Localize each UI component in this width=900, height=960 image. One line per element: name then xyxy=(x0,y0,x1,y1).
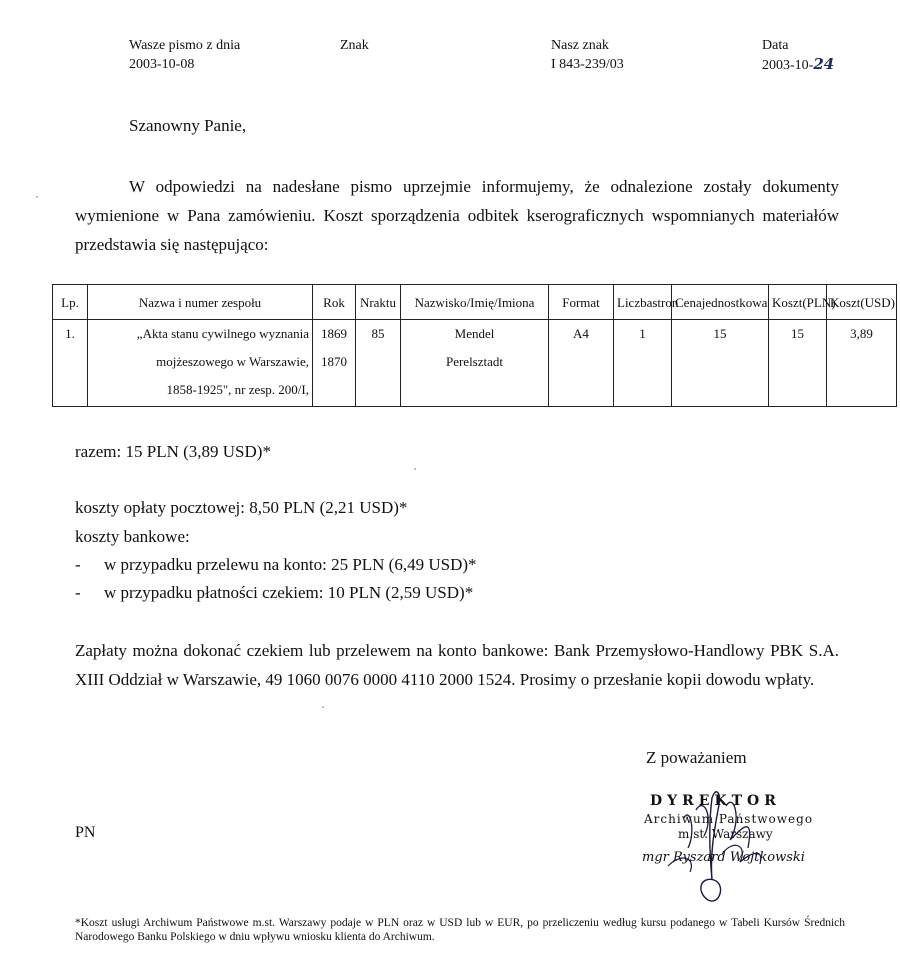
cell-name-line1: „Akta stanu cywilnego wyznania xyxy=(136,326,309,341)
col-surname-header xyxy=(401,285,549,320)
col-pages-header-line2: stron xyxy=(652,294,679,310)
scan-speck xyxy=(36,196,38,198)
payment-paragraph: Zapłaty można dokonać czekiem lub przelewem na konto bankowe: Bank Przemysłowo-Handlowy PBK S.A. XIII Oddział w Warszawie, 49 1060 0076 0000 4110 2000 1524. Prosimy o przesłanie kopii dowodu wpłaty. xyxy=(75,641,839,689)
bank-costs-label: koszty bankowe: xyxy=(75,527,190,546)
scan-speck xyxy=(322,706,324,708)
bank-cost-cheque: w przypadku płatności czekiem: 10 PLN (2,59 USD)* xyxy=(104,583,474,602)
col-cost-usd-header-line1: Koszt xyxy=(830,294,861,310)
col-act-header-line2: aktu xyxy=(373,294,397,310)
cell-cost-pln: 15 xyxy=(769,320,827,407)
bullet-dash: - xyxy=(75,583,81,602)
col-unit-price-header-line1: Cena xyxy=(675,294,702,310)
col-cost-pln-header-line2: (PLN) xyxy=(802,294,836,310)
intro-paragraph: W odpowiedzi na nadesłane pismo uprzejmie informujemy, że odnalezione zostały dokumenty wymienione w Pana zamówieniu. Koszt sporządzenia odbitek kserograficznych wspomnianych materiałów przedstawia się następująco: xyxy=(75,177,839,254)
handwritten-signature xyxy=(630,788,840,918)
date-value: 2003-10- xyxy=(762,58,814,73)
footnote: *Koszt usługi Archiwum Państwowe m.st. Warszawy podaje w PLN oraz w USD lub w EUR, po przeliczeniu według kursu podanego w Tabeli Kursów Średnich Narodowego Banku Polskiego w dniu wpływu wniosku klienta do Archiwum. xyxy=(75,917,845,943)
cell-pages: 1 xyxy=(614,320,672,407)
col-name-header: Nazwa i numer zespołu xyxy=(88,285,313,320)
bullet-dash: - xyxy=(75,555,81,574)
documents-table xyxy=(52,284,897,407)
col-format-header: Format xyxy=(549,285,614,320)
header-date xyxy=(762,36,834,75)
cell-lp: 1. xyxy=(53,320,88,407)
col-act-header xyxy=(356,285,401,320)
col-cost-pln-header-line1: Koszt xyxy=(772,294,803,310)
mark-label: Znak xyxy=(340,38,369,53)
col-cost-usd-header xyxy=(827,285,897,320)
col-cost-usd-header-line2: (USD) xyxy=(860,294,896,310)
initials: PN xyxy=(75,824,96,841)
col-act-header-line1: Nr xyxy=(359,294,374,310)
stamp-institution: Archiwum Państwowego xyxy=(644,812,814,826)
table-row xyxy=(53,320,897,407)
cell-surname xyxy=(401,320,549,407)
col-surname-header-line1: Nazwisko xyxy=(414,294,467,310)
cell-name xyxy=(88,320,313,407)
our-mark-label: Nasz znak xyxy=(551,38,609,53)
cell-cost-usd: 3,89 xyxy=(827,320,897,407)
cell-unit-price: 15 xyxy=(672,320,769,407)
postage-line: koszty opłaty pocztowej: 8,50 PLN (2,21 USD)* xyxy=(75,498,408,517)
col-lp-header: Lp. xyxy=(53,285,88,320)
cell-name-line3: 1858-1925", nr zesp. 200/I, xyxy=(166,382,309,397)
table-header-row xyxy=(53,285,897,320)
bank-cost-item xyxy=(75,555,477,575)
cell-name-line2: mojżeszowego w Warszawie, xyxy=(156,354,309,369)
cell-surname-line: Mendel xyxy=(454,326,495,341)
scan-speck xyxy=(414,468,416,470)
col-surname-header-line2: /Imię/Imiona xyxy=(466,294,535,310)
stamp-signatory: mgr Ryszard Wojtkowski xyxy=(642,850,805,865)
cell-year xyxy=(313,320,356,407)
date-row xyxy=(762,55,834,75)
date-label: Data xyxy=(762,38,789,53)
stamp-title: DYREKTOR xyxy=(650,793,781,809)
director-stamp xyxy=(630,788,840,918)
col-pages-header-line1: Liczba xyxy=(617,294,653,310)
date-day-handwritten: 24 xyxy=(813,55,835,73)
our-mark-value: I 843-239/03 xyxy=(551,57,624,72)
col-pages-header xyxy=(614,285,679,320)
col-cost-pln-header xyxy=(769,285,836,320)
cell-year-1: 1869 xyxy=(321,326,347,341)
total-line: razem: 15 PLN (3,89 USD)* xyxy=(75,442,271,461)
col-year-header: Rok xyxy=(313,285,356,320)
header-mark xyxy=(340,36,369,55)
your-letter-date: 2003-10-08 xyxy=(129,57,195,72)
stamp-city: m.st. Warszawy xyxy=(678,827,773,841)
bank-cost-transfer: w przypadku przelewu na konto: 25 PLN (6,49 USD)* xyxy=(104,555,477,574)
closing-phrase: Z poważaniem xyxy=(646,748,747,767)
cell-year-2: 1870 xyxy=(321,354,347,369)
cell-format: A4 xyxy=(549,320,614,407)
col-unit-price-header-line2: jednostkowa xyxy=(701,294,768,310)
bank-cost-item xyxy=(75,583,473,603)
cell-first-name-line: Perelsztadt xyxy=(445,354,504,369)
header-your-letter xyxy=(129,36,240,74)
cell-act: 85 xyxy=(356,320,401,407)
header-our-mark xyxy=(551,36,624,74)
salutation: Szanowny Panie, xyxy=(129,116,247,135)
your-letter-label: Wasze pismo z dnia xyxy=(129,38,241,53)
col-unit-price-header xyxy=(672,285,769,320)
